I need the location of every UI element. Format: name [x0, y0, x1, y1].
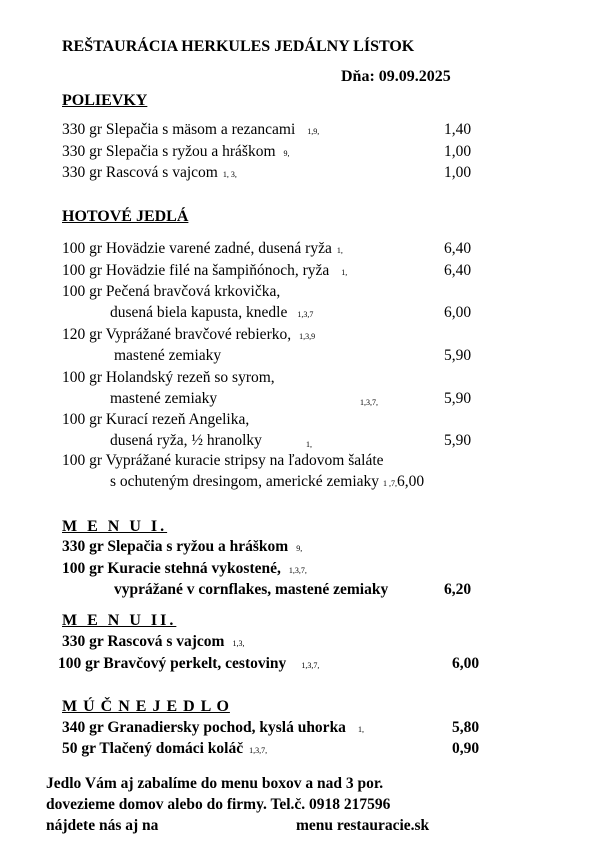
- main-item-detail: s ochuteným dresingom, americké zemiaky 1 ,7,6,00: [110, 473, 425, 490]
- footer-line: dovezieme domov alebo do firmy. Tel.č. 0918 217596: [46, 796, 391, 813]
- main-price: 5,90: [444, 347, 472, 364]
- menu1-soup: 330 gr Slepačia s ryžou a hráškom 9,: [62, 538, 303, 555]
- main-item-detail: mastené zemiaky: [114, 347, 222, 364]
- soup-price: 1,00: [444, 143, 472, 160]
- menu2-price: 6,00: [452, 655, 480, 672]
- main-price: 6,00: [444, 304, 472, 321]
- mains-heading: HOTOVÉ JEDLÁ: [62, 208, 189, 225]
- main-item-detail: dusená biela kapusta, knedle 1,3,7: [110, 304, 314, 321]
- menu-date: Dňa: 09.09.2025: [341, 68, 451, 85]
- menu2-heading: M E N U II.: [62, 612, 177, 629]
- soup-item: 330 gr Rascová s vajcom 1, 3,: [62, 164, 237, 181]
- main-item: 100 gr Hovädzie varené zadné, dusená ryža 1,: [62, 240, 343, 257]
- soup-item: 330 gr Slepačia s mäsom a rezancami 1,9,: [62, 121, 320, 138]
- soup-item: 330 gr Slepačia s ryžou a hráškom 9,: [62, 143, 290, 160]
- menu2-soup: 330 gr Rascová s vajcom 1,3,: [62, 633, 245, 650]
- soup-price: 1,00: [444, 164, 472, 181]
- flour-item: 340 gr Granadiersky pochod, kyslá uhorka 1,: [62, 719, 364, 736]
- menu1-price: 6,20: [444, 581, 472, 598]
- main-item: 100 gr Hovädzie filé na šampiňónoch, ryža 1,: [62, 262, 348, 279]
- soup-price: 1,40: [444, 121, 472, 138]
- flour-price: 5,80: [452, 719, 480, 736]
- main-item-detail: mastené zemiaky: [110, 390, 218, 407]
- flour-item: 50 gr Tlačený domáci koláč 1,3,7,: [62, 740, 268, 757]
- footer-line: nájdete nás aj na: [46, 817, 159, 834]
- menu1-main: 100 gr Kuracie stehná vykostené, 1,3,7,: [62, 560, 307, 577]
- soups-heading: POLIEVKY: [62, 92, 148, 109]
- page-title: REŠTAURÁCIA HERKULES JEDÁLNY LÍSTOK: [62, 38, 415, 55]
- main-price: 6,40: [444, 240, 472, 257]
- main-item: 100 gr Vyprážané kuracie stripsy na ľadovom šaláte: [62, 452, 384, 469]
- main-allergens: 1,: [306, 440, 312, 449]
- footer-website: menu restauracie.sk: [296, 817, 430, 834]
- main-allergens: 1,3,7,: [360, 398, 378, 407]
- flour-price: 0,90: [452, 740, 480, 757]
- main-price: 6,40: [444, 262, 472, 279]
- main-item-detail: dusená ryža, ½ hranolky: [110, 432, 262, 449]
- menu1-main-detail: vyprážané v cornflakes, mastené zemiaky: [114, 581, 389, 598]
- flour-heading: M Ú Č N E J E D L O: [62, 698, 230, 715]
- main-item: 100 gr Pečená bravčová krkovička,: [62, 283, 281, 300]
- main-price: 5,90: [444, 390, 472, 407]
- menu2-main: 100 gr Bravčový perkelt, cestoviny 1,3,7,: [58, 655, 320, 672]
- main-price: 5,90: [444, 432, 472, 449]
- main-item: 100 gr Holandský rezeň so syrom,: [62, 369, 275, 386]
- menu1-heading: M E N U I.: [62, 518, 168, 535]
- main-item: 120 gr Vyprážané bravčové rebierko, 1,3,9: [62, 326, 316, 343]
- footer-line: Jedlo Vám aj zabalíme do menu boxov a nad 3 por.: [46, 775, 384, 792]
- main-item: 100 gr Kurací rezeň Angelika,: [62, 411, 250, 428]
